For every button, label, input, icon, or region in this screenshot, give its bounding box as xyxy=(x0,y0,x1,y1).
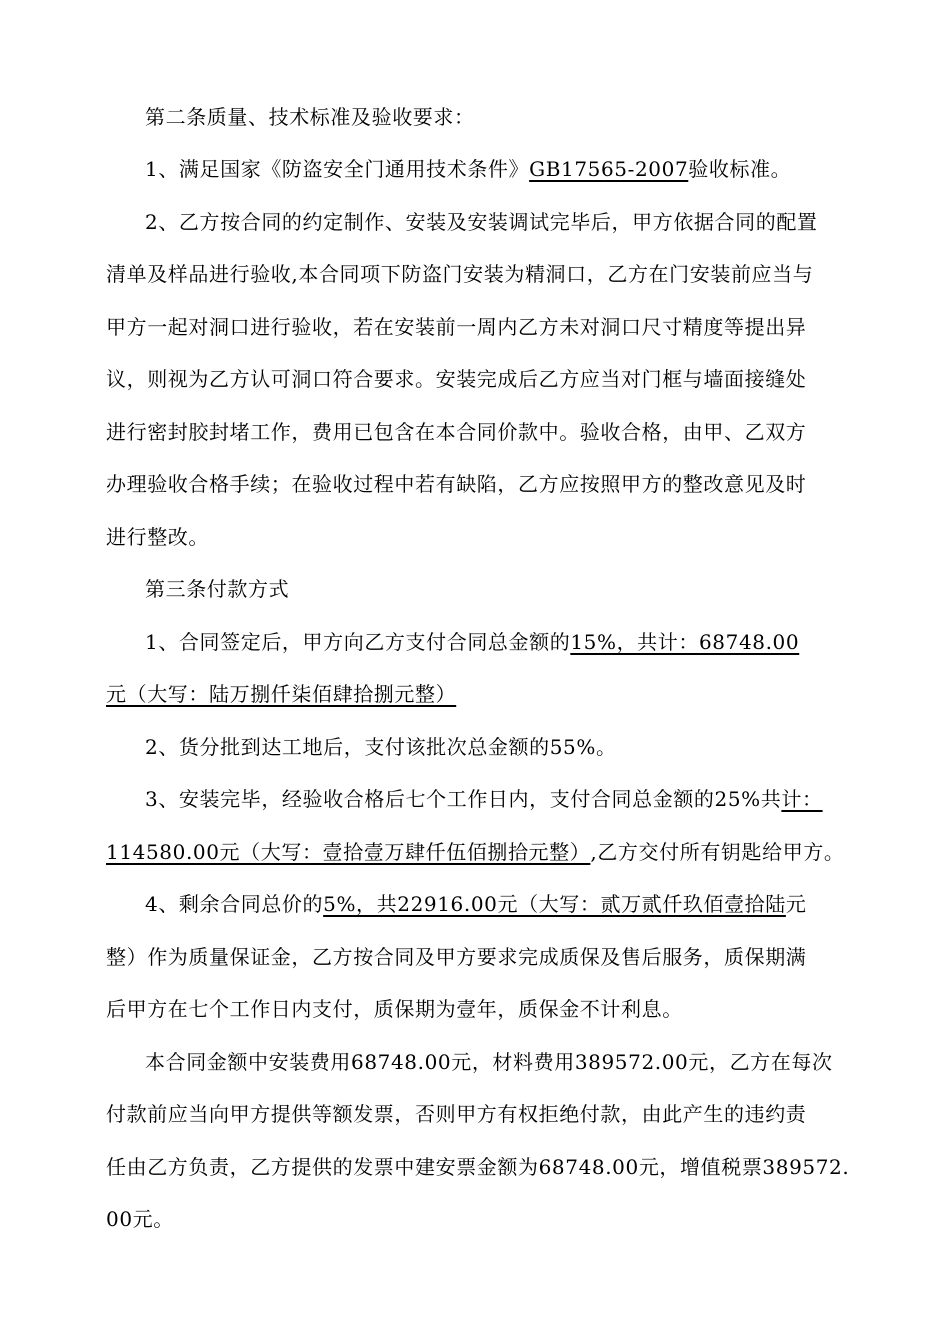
paragraph-line: 甲方一起对洞口进行验收，若在安装前一周内乙方未对洞口尺寸精度等提出异 xyxy=(106,315,807,339)
paragraph-line: 任由乙方负责，乙方提供的发票中建安票金额为68748.00元，增值税票389572. xyxy=(106,1155,850,1179)
paragraph-line: 清单及样品进行验收,本合同项下防盗门安装为精洞口，乙方在门安装前应当与 xyxy=(106,262,814,286)
paragraph-line: 整）作为质量保证金，乙方按合同及甲方要求完成质保及售后服务，质保期满 xyxy=(106,945,807,969)
invoice-paragraph: 本合同金额中安装费用68748.00元，材料费用389572.00元，乙方在每次 xyxy=(145,1050,833,1074)
section-3-heading: 第三条付款方式 xyxy=(145,577,290,601)
paragraph-line: 付款前应当向甲方提供等额发票，否则甲方有权拒绝付款，由此产生的违约责 xyxy=(106,1102,807,1126)
paragraph-line: 00元。 xyxy=(106,1207,174,1231)
payment-item-2: 2、货分批到达工地后，支付该批次总金额的55%。 xyxy=(145,735,617,759)
paragraph-line: 进行整改。 xyxy=(106,525,209,549)
paragraph-line: 议，则视为乙方认可洞口符合要求。安装完成后乙方应当对门框与墙面接缝处 xyxy=(106,367,807,391)
payment-item-3-amount: 114580.00元（大写：壹拾壹万肆仟伍佰捌拾元整）,乙方交付所有钥匙给甲方。 xyxy=(106,840,845,864)
payment-item-1-amount: 元（大写：陆万捌仟柒佰肆拾捌元整） xyxy=(106,682,457,706)
section-2-item-2: 2、乙方按合同的约定制作、安装及安装调试完毕后，甲方依据合同的配置 xyxy=(145,210,818,234)
payment-item-4: 4、剩余合同总价的5%，共22916.00元（大写：贰万贰仟玖佰壹拾陆元 xyxy=(145,892,807,916)
paragraph-line: 办理验收合格手续；在验收过程中若有缺陷，乙方应按照甲方的整改意见及时 xyxy=(106,472,807,496)
paragraph-line: 后甲方在七个工作日内支付，质保期为壹年，质保金不计利息。 xyxy=(106,997,683,1021)
paragraph-line: 进行密封胶封堵工作，费用已包含在本合同价款中。验收合格，由甲、乙双方 xyxy=(106,420,807,444)
payment-item-1: 1、合同签定后，甲方向乙方支付合同总金额的15%，共计：68748.00 xyxy=(145,630,800,654)
payment-item-3: 3、安装完毕，经验收合格后七个工作日内，支付合同总金额的25%共计： xyxy=(145,787,823,811)
section-2-item-1: 1、满足国家《防盗安全门通用技术条件》GB17565-2007验收标准。 xyxy=(145,157,792,181)
section-2-heading: 第二条质量、技术标准及验收要求： xyxy=(145,105,475,129)
